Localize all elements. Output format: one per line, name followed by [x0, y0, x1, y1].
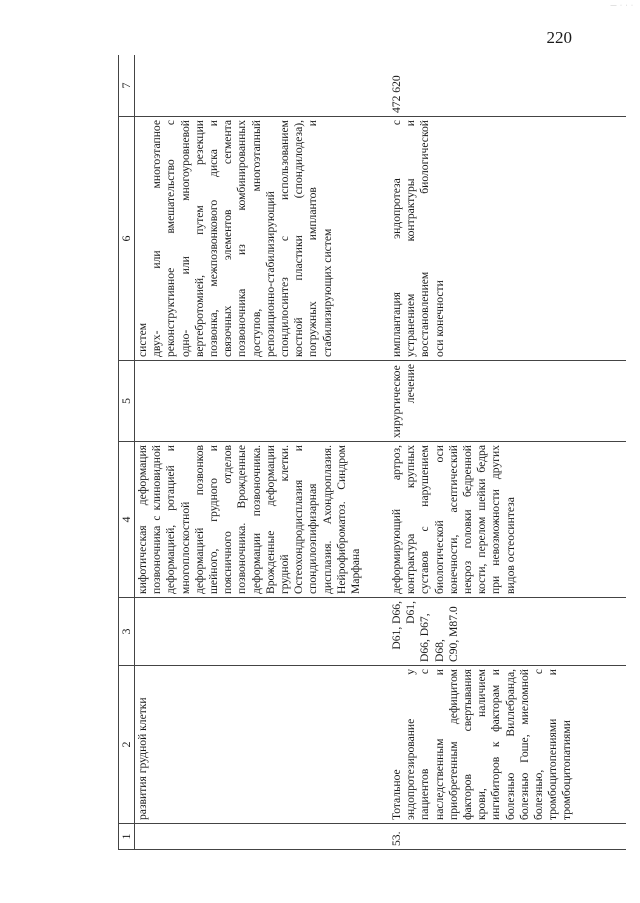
cell-line: костной пластики (спондилодеза),: [292, 120, 306, 357]
header-cell: 2: [119, 666, 135, 824]
cell-treatment-type: [389, 361, 626, 442]
table-row-53: [389, 55, 626, 850]
cell-line: при невозможности других: [489, 445, 503, 594]
table-wrapper: [118, 55, 633, 850]
header-cell: 6: [119, 117, 135, 361]
cell-line: репозиционно-стабилизирующий: [263, 191, 277, 357]
cell-number: [389, 824, 626, 850]
cell-model: [135, 442, 390, 598]
table-header-row: [119, 55, 135, 850]
cell-line: Остеохондродисплазия и: [292, 445, 306, 594]
cell-line: видов остеосинтеза: [503, 497, 517, 594]
cell-line: кифотическая деформация: [136, 445, 149, 594]
cell-line: спондилоэпифизарная: [306, 483, 320, 594]
cell-line: D66, D67, D68,: [418, 613, 446, 662]
cell-line: биологической оси: [432, 445, 446, 594]
cell-line: доступов, многоэтапный: [249, 120, 263, 357]
header-cell: 7: [119, 55, 135, 117]
cell-line: устранением контрактуры и: [404, 120, 418, 357]
cell-line: тромбоцитопатиями: [560, 720, 574, 820]
cell-line: некроз головки бедренной: [461, 445, 475, 594]
rotated-table-area: [118, 55, 633, 850]
cell-line: болезнью Виллебранда,: [503, 669, 517, 820]
cost-value: 472 620: [390, 75, 403, 113]
cell-line: C90, M87.0: [446, 606, 460, 662]
cell-line: стабилизирующих систем: [320, 228, 334, 357]
cell-line: позвоночника из комбинированных: [235, 120, 249, 357]
header-cell: 3: [119, 598, 135, 666]
table-row-continued: [135, 55, 390, 850]
cell-name: [135, 666, 390, 824]
cell-line: дисплазия. Ахондроплазия.: [320, 445, 334, 594]
cell-line: развития грудной клетки: [136, 697, 149, 820]
cell-line: имплантация эндопротеза с: [390, 120, 403, 357]
cell-codes: [389, 598, 626, 666]
cell-line: болезнью Гоше, миеломной: [517, 669, 531, 820]
cell-line: конечности, асептический: [446, 445, 460, 594]
cell-treatment-type: [135, 361, 390, 442]
cell-line: восстановлением биологической: [418, 120, 432, 357]
cell-method: [135, 117, 390, 361]
cell-line: болезнью, с: [532, 669, 546, 820]
cell-line: шейного, грудного и: [207, 445, 221, 594]
cell-line: наследственным и: [432, 669, 446, 820]
cell-line: суставов с нарушением: [418, 445, 432, 594]
cell-line: Тотальное: [390, 769, 403, 820]
cell-line: деформацией позвонков: [192, 445, 206, 594]
cell-line: связочных элементов сегмента: [221, 120, 235, 357]
cell-line: лечение: [404, 364, 418, 404]
cell-line: позвонка, межпозвонкового диска и: [207, 120, 221, 357]
cell-line: факторов свертывания: [461, 669, 475, 820]
cell-line: деформации позвоночника.: [249, 445, 263, 594]
row-number: 53.: [390, 831, 403, 846]
tariff-table: [118, 55, 626, 850]
cell-line: позвоночника с клиновидной: [150, 445, 164, 594]
header-cell: 4: [119, 442, 135, 598]
cell-line: приобретенным дефицитом: [446, 669, 460, 820]
cell-model: [389, 442, 626, 598]
cell-number: [135, 824, 390, 850]
cell-line: Врожденные деформации: [263, 445, 277, 594]
cell-line: реконструктивное вмешательство с: [164, 120, 178, 357]
cell-line: систем: [136, 322, 149, 357]
cell-line: Марфана: [349, 548, 363, 594]
cell-line: тромбоцитопениями и: [546, 669, 560, 820]
corner-scan-mark: — · · ·: [610, 3, 634, 9]
cell-cost: [135, 55, 390, 117]
cell-line: Нейрофиброматоз. Синдром: [334, 445, 348, 594]
cell-line: оси конечности: [432, 280, 446, 357]
cell-line: пациентов с: [418, 669, 432, 820]
cell-line: эндопротезирование у: [404, 669, 418, 820]
cell-name: [389, 666, 626, 824]
cell-line: кости, перелом шейки бедра: [475, 445, 489, 594]
cell-line: крови, наличием: [475, 669, 489, 820]
cell-line: деформирующий артроз,: [390, 445, 403, 594]
cell-line: двух- или многоэтапное: [150, 120, 164, 357]
cell-line: многоплоскостной: [178, 501, 192, 594]
cell-line: ингибиторов к факторам и: [489, 669, 503, 820]
cell-method: [389, 117, 626, 361]
cell-line: поясничного отделов: [221, 445, 235, 594]
header-cell: 5: [119, 361, 135, 442]
cell-line: спондилосинтез с использованием: [278, 120, 292, 357]
cell-line: грудной клетки.: [278, 445, 292, 594]
cell-line: позвоночника. Врожденные: [235, 445, 249, 594]
cell-line: деформацией, ротацией и: [164, 445, 178, 594]
cell-codes: [135, 598, 390, 666]
cell-cost: [389, 55, 626, 117]
cell-line: погружных имплантов и: [306, 120, 320, 357]
header-cell: 1: [119, 824, 135, 850]
cell-line: D61, D66, D61,: [390, 601, 418, 650]
page-number: 220: [546, 28, 572, 47]
cell-line: одно- или многоуровневой: [178, 120, 192, 357]
cell-line: вертебротомией, путем резекции: [192, 120, 206, 357]
cell-line: хирургическое: [390, 365, 403, 438]
cell-line: контрактура крупных: [404, 445, 418, 594]
